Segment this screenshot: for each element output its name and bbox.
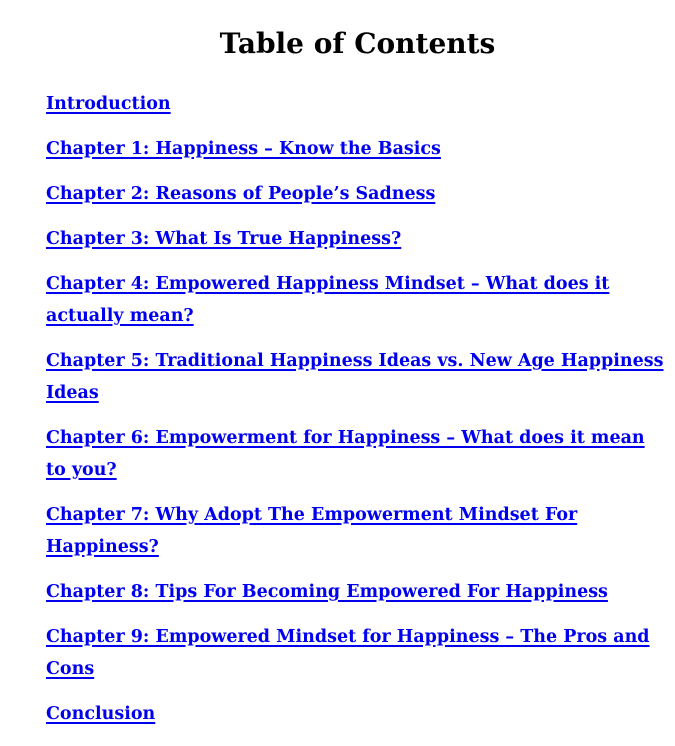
toc-link-chapter-1[interactable]: Chapter 1: Happiness – Know the Basics [46,139,441,159]
toc-item-conclusion [46,698,666,730]
toc-link-chapter-3[interactable]: Chapter 3: What Is True Happiness? [46,229,402,249]
toc-link-chapter-6[interactable]: Chapter 6: Empowerment for Happiness – What does it mean to you? [46,428,645,480]
toc-item-introduction [46,88,666,120]
toc-link-chapter-9[interactable]: Chapter 9: Empowered Mindset for Happiness – The Pros and Cons [46,627,650,679]
toc-item-chapter-3 [46,223,666,255]
toc-item-chapter-6 [46,422,666,486]
toc-link-chapter-2[interactable]: Chapter 2: Reasons of People’s Sadness [46,184,436,204]
toc-link-conclusion[interactable]: Conclusion [46,704,156,724]
toc-item-chapter-7 [46,499,666,563]
toc-link-chapter-5[interactable]: Chapter 5: Traditional Happiness Ideas vs. New Age Happiness Ideas [46,351,664,403]
toc-item-chapter-2 [46,178,666,210]
toc-link-chapter-8[interactable]: Chapter 8: Tips For Becoming Empowered For Happiness [46,582,608,602]
page-title: Table of Contents [219,27,496,60]
toc-item-chapter-4 [46,268,666,332]
toc-item-chapter-9 [46,621,666,685]
toc-link-chapter-7[interactable]: Chapter 7: Why Adopt The Empowerment Mindset For Happiness? [46,505,578,557]
toc-item-chapter-1 [46,133,666,165]
table-of-contents-list [46,88,666,743]
toc-item-chapter-8 [46,576,666,608]
toc-item-chapter-5 [46,345,666,409]
toc-link-chapter-4[interactable]: Chapter 4: Empowered Happiness Mindset – What does it actually mean? [46,274,610,326]
toc-link-introduction[interactable]: Introduction [46,94,171,114]
